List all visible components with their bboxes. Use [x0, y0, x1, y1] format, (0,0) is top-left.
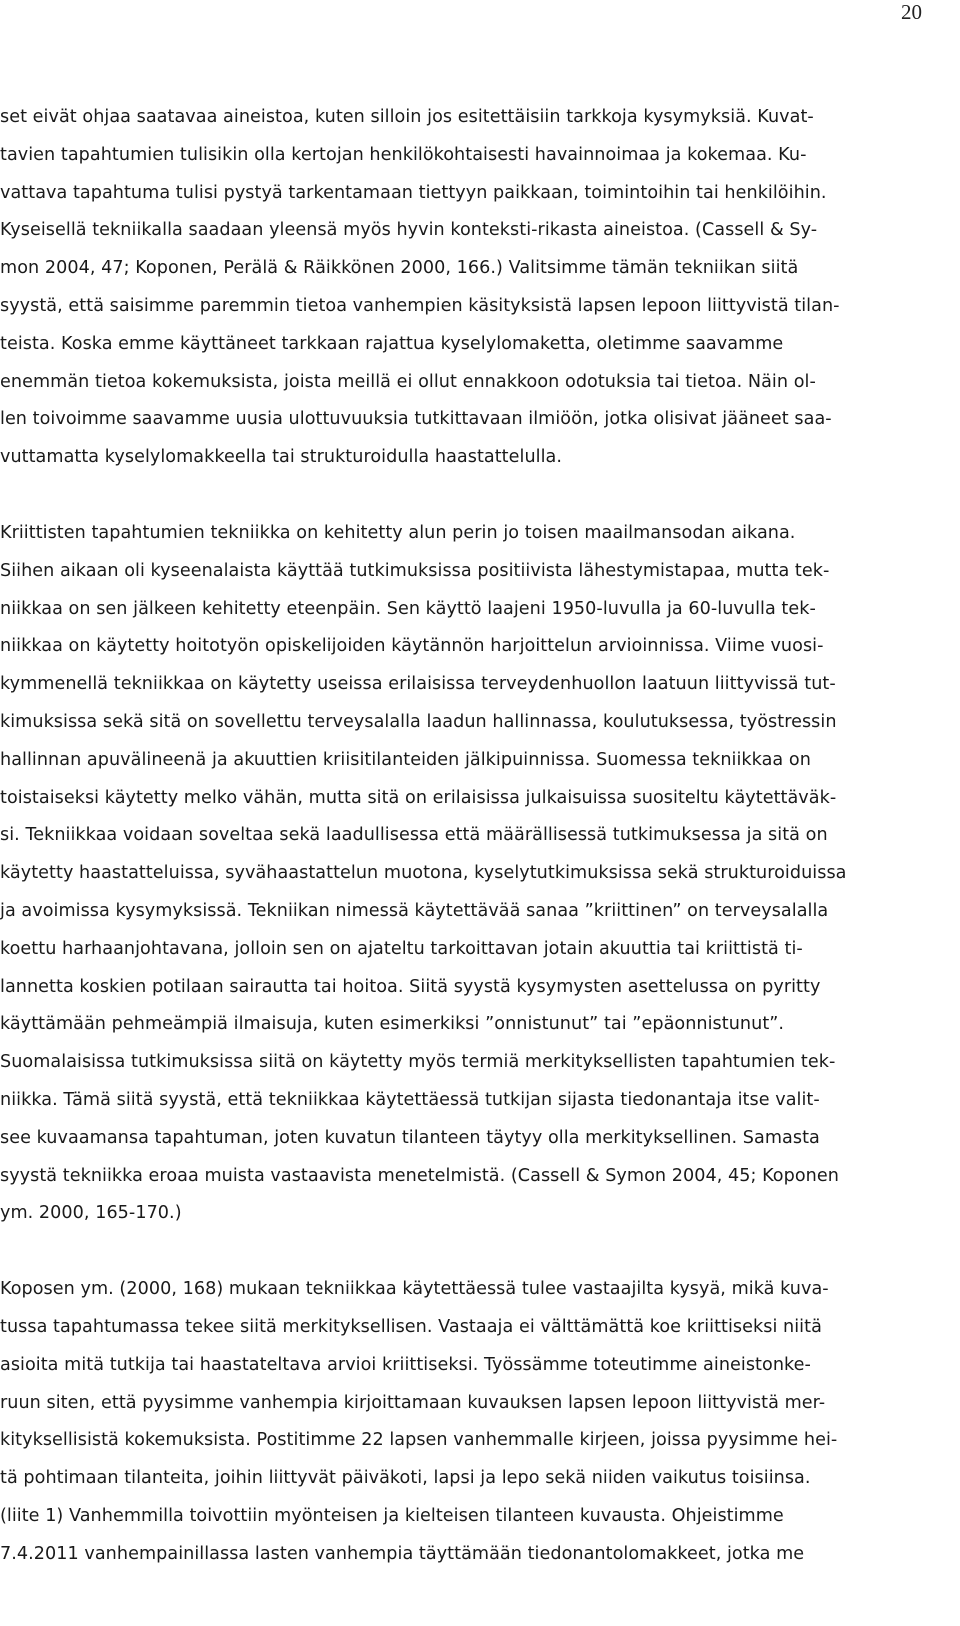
text-line: niikka. Tämä siitä syystä, että tekniikkaa käytettäessä tutkijan sijasta tiedonantaja itse valit-: [0, 1089, 820, 1110]
text-line: käytetty haastatteluissa, syvähaastattelun muotona, kyselytutkimuksissa sekä strukturoiduissa: [0, 863, 847, 884]
text-line: tä pohtimaan tilanteita, joihin liittyvät päiväkoti, lapsi ja lepo sekä niiden vaikutus toisiinsa.: [0, 1468, 811, 1489]
text-line: len toivoimme saavamme uusia ulottuvuuksia tutkittavaan ilmiöön, jotka olisivat jääneet saa-: [0, 409, 832, 430]
text-line: teista. Koska emme käyttäneet tarkkaan rajattua kyselylomaketta, oletimme saavamme: [0, 333, 784, 354]
paragraph-spacer: [0, 477, 940, 515]
text-line: tussa tapahtumassa tekee siitä merkityksellisen. Vastaaja ei välttämättä koe kriittiseksi niitä: [0, 1316, 822, 1337]
text-line: käyttämään pehmeämpiä ilmaisuja, kuten esimerkiksi ”onnistunut” tai ”epäonnistunut”.: [0, 1014, 785, 1035]
text-line: Koposen ym. (2000, 168) mukaan tekniikkaa käytettäessä tulee vastaajilta kysyä, mikä kuva-: [0, 1279, 829, 1300]
text-line: ja avoimissa kysymyksissä. Tekniikan nimessä käytettävää sanaa ”kriittinen” on terveysalalla: [0, 900, 829, 921]
text-line: vattava tapahtuma tulisi pystyä tarkentamaan tiettyyn paikkaan, toimintoihin tai henkilöihin.: [0, 182, 827, 203]
text-line: Suomalaisissa tutkimuksissa siitä on käytetty myös termiä merkityksellisten tapahtumien tek-: [0, 1052, 836, 1073]
text-line: Kriittisten tapahtumien tekniikka on kehitetty alun perin jo toisen maailmansodan aikana.: [0, 522, 796, 543]
text-line: see kuvaamansa tapahtuman, joten kuvatun tilanteen täytyy olla merkityksellinen. Samasta: [0, 1127, 820, 1148]
text-line: syystä, että saisimme paremmin tietoa vanhempien käsityksistä lapsen lepoon liittyvistä tilan-: [0, 295, 840, 316]
text-line: Siihen aikaan oli kyseenalaista käyttää tutkimuksissa positiivista lähestymistapaa, mutta tek-: [0, 560, 830, 581]
text-line: niikkaa on käytetty hoitotyön opiskelijoiden käytännön harjoittelun arvioinnissa. Viime vuosi-: [0, 636, 824, 657]
text-line: kityksellisistä kokemuksista. Postitimme 22 lapsen vanhemmalle kirjeen, joissa pyysimme hei-: [0, 1430, 838, 1451]
text-line: enemmän tietoa kokemuksista, joista meillä ei ollut ennakkoon odotuksia tai tietoa. Näin ol-: [0, 371, 816, 392]
text-line: Kyseisellä tekniikalla saadaan yleensä myös hyvin konteksti-rikasta aineistoa. (Cassell & Sy-: [0, 220, 818, 241]
text-line: (liite 1) Vanhemmilla toivottiin myönteisen ja kielteisen tilanteen kuvausta. Ohjeistimme: [0, 1505, 784, 1526]
text-line: mon 2004, 47; Koponen, Perälä & Räikkönen 2000, 166.) Valitsimme tämän tekniikan siitä: [0, 258, 799, 279]
text-line: kymmenellä tekniikkaa on käytetty useissa erilaisissa terveydenhuollon laatuun liittyvissä tut-: [0, 674, 836, 695]
text-line: hallinnan apuvälineenä ja akuuttien kriisitilanteiden jälkipuinnissa. Suomessa tekniikkaa on: [0, 749, 811, 770]
text-line: kimuksissa sekä sitä on sovellettu terveysalalla laadun hallinnassa, koulutuksessa, työstressin: [0, 711, 837, 732]
text-line: ruun siten, että pyysimme vanhempia kirjoittamaan kuvauksen lapsen lepoon liittyvistä mer-: [0, 1392, 826, 1413]
document-body: [0, 99, 940, 1573]
text-line: tavien tapahtumien tulisikin olla kertojan henkilökohtaisesti havainnoimaa ja kokemaa. Ku-: [0, 144, 807, 165]
paragraph-technique-history: [0, 515, 940, 1233]
paragraph-data-collection: [0, 1271, 940, 1573]
text-line: koettu harhaanjohtavana, jolloin sen on ajateltu tarkoittavan jotain akuuttia tai kriittistä ti-: [0, 938, 803, 959]
text-line: 7.4.2011 vanhempainillassa lasten vanhempia täyttämään tiedonantolomakkeet, jotka me: [0, 1543, 805, 1564]
text-line: syystä tekniikka eroaa muista vastaavista menetelmistä. (Cassell & Symon 2004, 45; Koponen: [0, 1165, 839, 1186]
text-line: set eivät ohjaa saatavaa aineistoa, kuten silloin jos esitettäisiin tarkkoja kysymyksiä. Kuvat-: [0, 107, 814, 127]
text-line: ym. 2000, 165-170.): [0, 1203, 182, 1224]
text-line: si. Tekniikkaa voidaan soveltaa sekä laadullisessa että määrällisessä tutkimuksessa ja sitä on: [0, 825, 828, 846]
text-line: lannetta koskien potilaan sairautta tai hoitoa. Siitä syystä kysymysten asettelussa on pyritty: [0, 976, 821, 997]
text-line: asioita mitä tutkija tai haastateltava arvioi kriittiseksi. Työssämme toteutimme aineistonke-: [0, 1354, 811, 1375]
page-number: 20: [901, 0, 922, 24]
text-line: niikkaa on sen jälkeen kehitetty eteenpäin. Sen käyttö laajeni 1950-luvulla ja 60-luvulla tek-: [0, 598, 816, 619]
paragraph-spacer: [0, 1233, 940, 1271]
text-line: vuttamatta kyselylomakkeella tai strukturoidulla haastattelulla.: [0, 447, 562, 468]
text-line: toistaiseksi käytetty melko vähän, mutta sitä on erilaisissa julkaisuissa suositeltu käytettäväk-: [0, 787, 837, 808]
paragraph-technique-description: [0, 99, 940, 477]
